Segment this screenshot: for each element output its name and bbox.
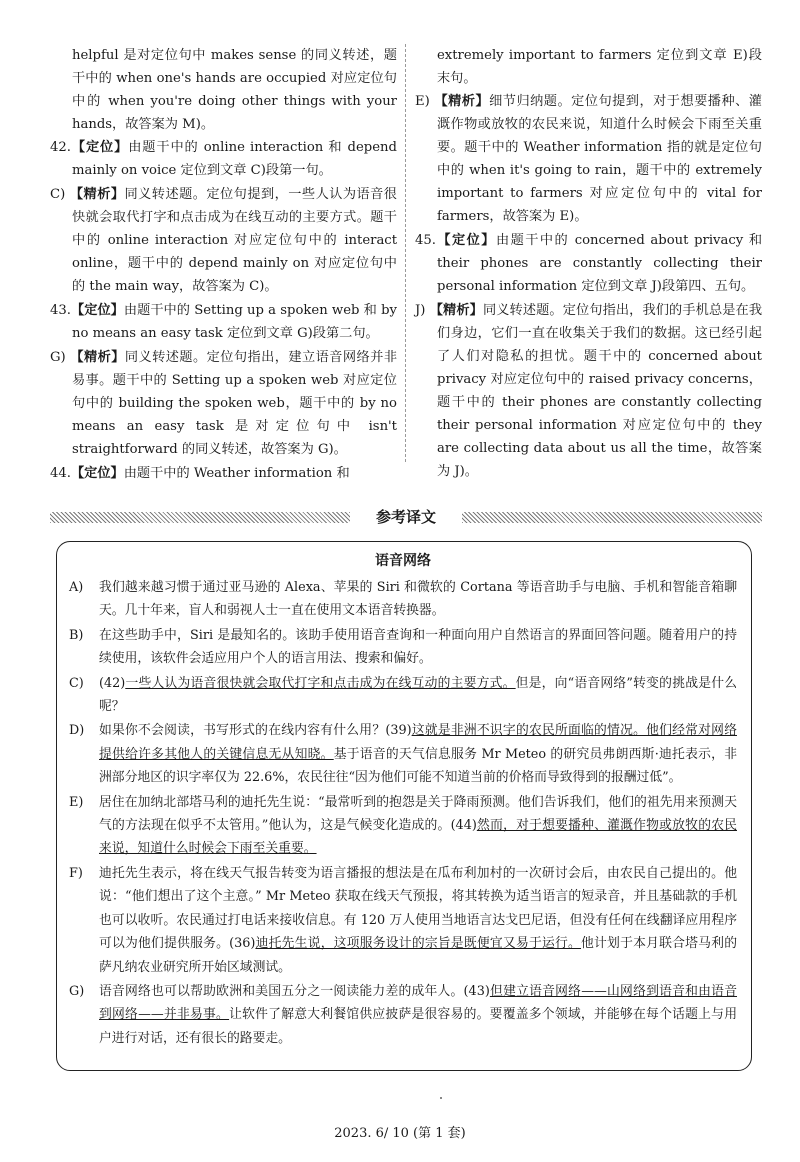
translation-paragraph: C) (42)一些人认为语音很快就会取代打字和点击成为在线互动的主要方式。但是，向“语音网络”转变的挑战是什么呢？ [69, 675, 738, 715]
q41-continuation: helpful 是对定位句中 makes sense 的同义转述，题干中的 when one's hands are occupied 对应定位句中的 when you're doing other things with your hands，故答案为 M)。 [72, 48, 397, 132]
section-title: 参考译文 [375, 508, 436, 526]
scan-speck [440, 1097, 442, 1099]
translation-paragraph: A) 我们越来越习惯于通过亚马逊的 Alexa、苹果的 Siri 和微软的 Cortana 等语音助手与电脑、手机和智能音箱聊天。几十年来，盲人和弱视人士一直在使用文本语音转换器。 [69, 580, 737, 619]
q45-locate: 45.【定位】由题干中的 concerned about privacy 和 their phones are constantly collecting their personal information 定位到文章 J)段第四、五句。 [415, 233, 763, 294]
q43-analysis: G) 【精析】同义转述题。定位句指出，建立语音网络并非易事。题干中的 Setting up a spoken web 对应定位句中的 building the spoken web，题干中的 by no means an easy task 是对定位句中 isn't straightforward 的同义转述，故答案为 G)。 [50, 350, 398, 457]
translation-paragraphs [69, 576, 737, 1050]
translation-paragraph: F) 迪托先生表示，将在线天气报告转变为语言播报的想法是在瓜布利加村的一次研讨会后，由农民自己提出的。他说：“他们想出了这个主意。” Mr Meteo 获取在线天气预报，将其转换为适当语言的短录音，并且基础款的手机也可以收听。农民通过打电话来接收信息。有 120 万人使用当地语言达戈巴尼语，但没有任何在线翻译应用程序可以为他们提供服务。(36)迪托先生说，这项服务设计的宗旨是既便宜又易于运行。他计划于本月联合塔马利的萨凡纳农业研究所开始区域测试。 [69, 865, 737, 975]
translation-title: 语音网络 [375, 553, 431, 569]
q44-analysis: E) 【精析】细节归纳题。定位句提到，对于想要播种、灌溉作物或放牧的农民来说，知道什么时候会下雨至关重要。题干中的 Weather information 指的就是定位句中的 when it's going to rain，题干中的 extremely important to farmers 对应定位句中的 vital for farmers，故答案为 E)。 [415, 94, 762, 224]
translation-paragraph: E) 居住在加纳北部塔马利的迪托先生说：“最常听到的抱怨是关于降雨预测。他们告诉我们，他们的祖先用来预测天气的方法现在似乎不太管用。”他认为，这是气候变化造成的。(44)然而，对于想要播种、灌溉作物或放牧的农民来说，知道什么时候会下雨至关重要。 [69, 794, 737, 857]
analysis-left-column [50, 44, 397, 486]
banner-hatch-right [462, 512, 762, 523]
analysis-right-column [415, 44, 762, 484]
banner-hatch-left [50, 512, 350, 523]
q42-analysis: C) 【精析】同义转述题。定位句提到，一些人认为语音很快就会取代打字和点击成为在线互动的主要方式。题干中的 online interaction 对应定位句中的 interact online，题干中的 depend mainly on 对应定位句中的 the main way，故答案为 C)。 [50, 187, 397, 294]
q44-locate-continuation: extremely important to farmers 定位到文章 E)段末句。 [437, 48, 762, 86]
translation-paragraph: B) 在这些助手中，Siri 是最知名的。该助手使用语音查询和一种面向用户自然语言的界面回答问题。随着用户的持续使用，该软件会适应用户个人的语言用法、搜索和偏好。 [69, 627, 737, 667]
translation-paragraph: D) 如果你不会阅读，书写形式的在线内容有什么用？(39)这就是非洲不识字的农民所面临的情况。他们经常对网络提供给许多其他人的关键信息无从知晓。基于语音的天气信息服务 Mr Meteo 的研究员弗朗西斯·迪托表示，非洲部分地区的识字率仅为 22.6%，农民往往“因为他们可能不知道当前的价格而导致得到的报酬过低”。 [69, 723, 737, 786]
q43-locate: 43.【定位】由题干中的 Setting up a spoken web 和 by no means an easy task 定位到文章 G)段第二句。 [50, 303, 397, 341]
page-footer: 2023. 6/ 10 (第 1 套) [334, 1126, 466, 1141]
section-banner [50, 506, 762, 528]
q45-analysis: J) 【精析】同义转述题。定位句指出，我们的手机总是在我们身边，它们一直在收集关于我们的数据。这已经引起了人们对隐私的担忧。题干中的 concerned about privacy 对应定位句中的 raised privacy concerns，题干中的 their phones are constantly collecting their personal information 对应定位句中的 they are collecting data about us all the time，故答案为 J)。 [415, 303, 763, 479]
translation-box [56, 541, 752, 1071]
q42-locate: 42.【定位】由题干中的 online interaction 和 depend mainly on voice 定位到文章 C)段第一句。 [50, 140, 397, 178]
column-divider [405, 44, 406, 462]
analysis-columns [50, 44, 763, 481]
translation-paragraph: G) 语音网络也可以帮助欧洲和美国五分之一阅读能力差的成年人。(43)但建立语音网络——山网络到语音和由语音到网络——并非易事。让软件了解意大利餐馆供应披萨是很容易的。要覆盖多个领域，并能够在每个话题上与用户进行对话，还有很长的路要走。 [69, 983, 738, 1046]
q44-locate: 44.【定位】由题干中的 Weather information 和 [50, 466, 350, 481]
